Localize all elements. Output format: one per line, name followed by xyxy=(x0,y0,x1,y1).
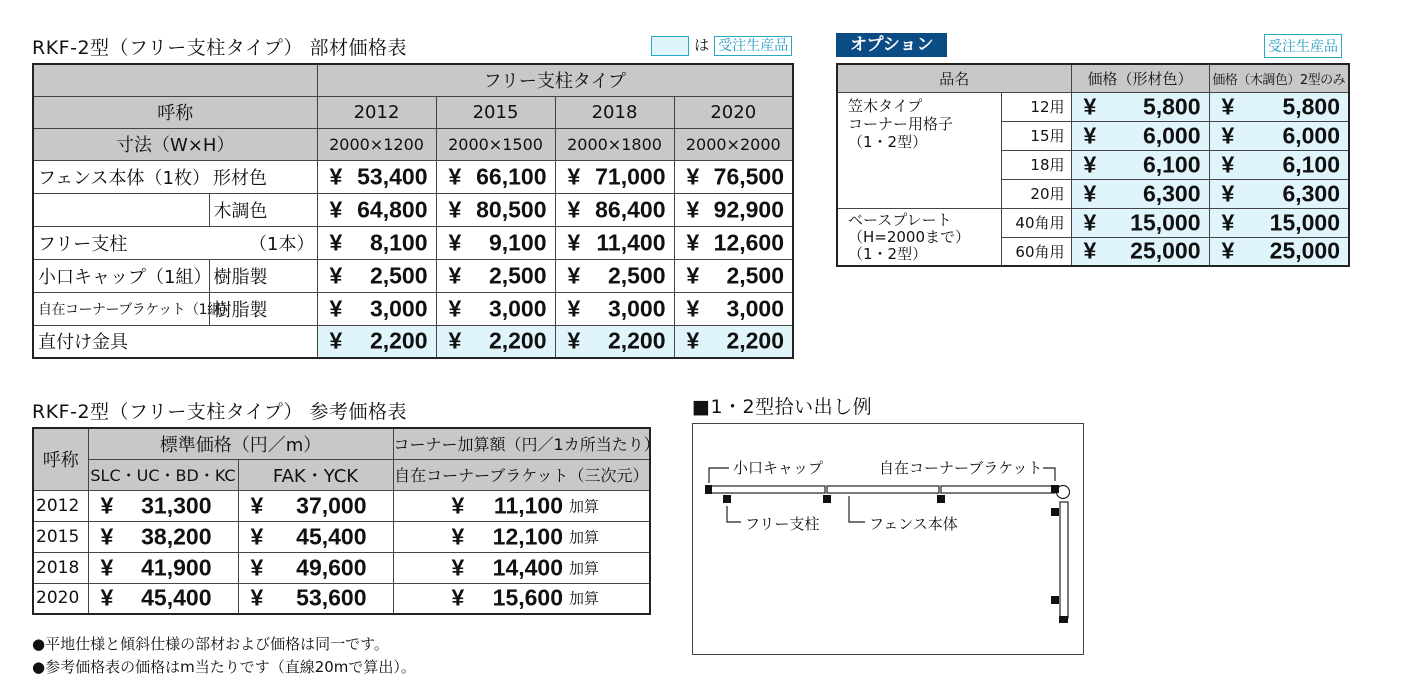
price-cell: ¥ 25,000 xyxy=(1209,237,1349,266)
price-cell: ¥ 37,000 xyxy=(238,490,393,521)
model-header: 2015 xyxy=(436,96,555,128)
juchu-badge: 受注生産品 xyxy=(1264,34,1342,58)
table-row xyxy=(33,521,650,552)
post xyxy=(1051,508,1059,516)
opt-header-price2: 価格（木調色）2型のみ xyxy=(1209,64,1349,92)
price-cell: ¥ 15,000 xyxy=(1209,208,1349,237)
fence-panel xyxy=(827,486,939,493)
size-cell: 2000×1500 xyxy=(436,128,555,160)
model-header: 2020 xyxy=(674,96,793,128)
legend-suffix: は xyxy=(694,36,710,54)
options-title: オプション xyxy=(836,33,947,57)
option-name: ベースプレート （H=2000まで） （1・2型） xyxy=(837,208,1001,266)
price-cell: ¥ 5,800 xyxy=(1209,92,1349,121)
option-size: 12用 xyxy=(1001,92,1071,121)
price-cell: ¥ 64,800 xyxy=(317,193,436,226)
price-cell: ¥ 15,600 加算 xyxy=(393,583,650,614)
row-sub: 形材色 xyxy=(209,160,317,193)
table-row xyxy=(33,226,793,259)
price-cell: ¥ 53,400 xyxy=(317,160,436,193)
price-cell: ¥ 6,300 xyxy=(1071,179,1209,208)
post xyxy=(823,495,831,503)
juchu-legend xyxy=(651,34,792,56)
col-header: SLC・UC・BD・KC xyxy=(88,459,238,490)
table-row xyxy=(33,259,793,292)
note: ●平地仕様と傾斜仕様の部材および価格は同一です。 xyxy=(32,635,389,653)
diagram-title: ■1・2型拾い出し例 xyxy=(692,396,873,418)
row-label: フェンス本体（1枚） xyxy=(33,160,209,193)
row-sub: （1本） xyxy=(209,226,317,259)
options-table xyxy=(836,63,1350,267)
size-cell: 2000×1200 xyxy=(317,128,436,160)
size-cell: 2000×1800 xyxy=(555,128,674,160)
price-cell: ¥ 80,500 xyxy=(436,193,555,226)
price-cell: ¥ 31,300 xyxy=(88,490,238,521)
add-label: 加算 xyxy=(569,497,600,515)
corner-cell xyxy=(33,64,317,96)
table-row xyxy=(33,490,650,521)
price-cell: ¥ 2,200 xyxy=(674,325,793,358)
price-cell: ¥ 6,000 xyxy=(1209,121,1349,150)
price-cell: ¥ 2,500 xyxy=(436,259,555,292)
table-row xyxy=(33,325,793,358)
model-cell: 2012 xyxy=(33,490,88,521)
model-cell: 2018 xyxy=(33,552,88,583)
label-cap: 小口キャップ xyxy=(733,459,824,477)
price-cell: ¥ 6,100 xyxy=(1071,150,1209,179)
price-cell: ¥ 76,500 xyxy=(674,160,793,193)
table-row xyxy=(33,583,650,614)
end-cap xyxy=(1059,616,1068,623)
legend-swatch xyxy=(651,36,689,56)
price-cell: ¥ 2,200 xyxy=(436,325,555,358)
model-header: 2012 xyxy=(317,96,436,128)
table-row xyxy=(33,552,650,583)
price-cell: ¥ 41,900 xyxy=(88,552,238,583)
reference-price-table xyxy=(32,427,660,615)
table-row xyxy=(33,160,793,193)
opt-header-name: 品名 xyxy=(837,64,1071,92)
price-cell: ¥ 45,400 xyxy=(238,521,393,552)
price-cell: ¥ 38,200 xyxy=(88,521,238,552)
row-sub: 樹脂製 xyxy=(209,259,317,292)
price-cell: ¥ 5,800 xyxy=(1071,92,1209,121)
col-header: 自在コーナーブラケット（三次元） xyxy=(393,459,650,490)
price-cell: ¥ 53,600 xyxy=(238,583,393,614)
parts-price-table xyxy=(32,63,794,359)
row-sub: 樹脂製 xyxy=(209,292,317,325)
option-size: 20用 xyxy=(1001,179,1071,208)
price-cell: ¥ 86,400 xyxy=(555,193,674,226)
juchu-badge: 受注生産品 xyxy=(714,36,792,56)
price-cell: ¥ 2,200 xyxy=(555,325,674,358)
opt-header-price1: 価格（形材色） xyxy=(1071,64,1209,92)
row-label: 直付け金具 xyxy=(33,325,317,358)
post xyxy=(1051,485,1059,493)
price-cell: ¥ 2,500 xyxy=(317,259,436,292)
price-cell: ¥ 2,500 xyxy=(674,259,793,292)
price-cell: ¥ 66,100 xyxy=(436,160,555,193)
col-header: FAK・YCK xyxy=(238,459,393,490)
model-cell: 2015 xyxy=(33,521,88,552)
label-post: フリー支柱 xyxy=(745,515,820,533)
row-label xyxy=(33,193,209,226)
add-label: 加算 xyxy=(569,528,600,546)
table1-title: RKF-2型（フリー支柱タイプ） 部材価格表 xyxy=(32,37,408,59)
note: ●参考価格表の価格はm当たりです（直線20mで算出）。 xyxy=(32,658,416,676)
row-label: 小口キャップ（1組） xyxy=(33,259,209,292)
fence-panel xyxy=(941,486,1055,493)
table-row xyxy=(33,193,793,226)
size-header: 寸法（W×H） xyxy=(33,128,317,160)
row-label: フリー支柱 xyxy=(33,226,209,259)
option-size: 15用 xyxy=(1001,121,1071,150)
fence-panel xyxy=(1060,502,1068,618)
price-cell: ¥ 2,500 xyxy=(555,259,674,292)
label-fence: フェンス本体 xyxy=(869,515,958,533)
model-cell: 2020 xyxy=(33,583,88,614)
price-cell: ¥ 45,400 xyxy=(88,583,238,614)
model-header: 2018 xyxy=(555,96,674,128)
table2-title: RKF-2型（フリー支柱タイプ） 参考価格表 xyxy=(32,401,408,423)
price-cell: ¥ 15,000 xyxy=(1071,208,1209,237)
price-cell: ¥ 3,000 xyxy=(317,292,436,325)
post xyxy=(937,495,945,503)
fence-panel xyxy=(709,486,825,493)
price-cell: ¥ 2,200 xyxy=(317,325,436,358)
option-size: 60角用 xyxy=(1001,237,1071,266)
price-cell: ¥ 49,600 xyxy=(238,552,393,583)
group-header: フリー支柱タイプ xyxy=(317,64,793,96)
table-row xyxy=(33,292,793,325)
size-cell: 2000×2000 xyxy=(674,128,793,160)
std-header: 標準価格（円／m） xyxy=(88,428,393,459)
price-cell: ¥ 12,600 xyxy=(674,226,793,259)
option-name: 笠木タイプ コーナー用格子 （1・2型） xyxy=(837,92,1001,208)
price-cell: ¥ 11,400 xyxy=(555,226,674,259)
price-cell: ¥ 3,000 xyxy=(674,292,793,325)
price-cell: ¥ 6,100 xyxy=(1209,150,1349,179)
row-label: 自在コーナーブラケット（1組） xyxy=(33,292,209,325)
price-cell: ¥ 6,300 xyxy=(1209,179,1349,208)
layout-diagram xyxy=(692,423,1084,655)
option-size: 40角用 xyxy=(1001,208,1071,237)
end-cap xyxy=(705,485,712,494)
add-label: 加算 xyxy=(569,559,600,577)
price-cell: ¥ 92,900 xyxy=(674,193,793,226)
name-header: 呼称 xyxy=(33,96,317,128)
row-sub: 木調色 xyxy=(209,193,317,226)
option-size: 18用 xyxy=(1001,150,1071,179)
corner-header: コーナー加算額（円／1カ所当たり） xyxy=(393,428,650,459)
price-cell: ¥ 3,000 xyxy=(436,292,555,325)
add-label: 加算 xyxy=(569,589,600,608)
price-cell: ¥ 25,000 xyxy=(1071,237,1209,266)
price-cell: ¥ 12,100 加算 xyxy=(393,521,650,552)
post xyxy=(1051,596,1059,604)
price-cell: ¥ 9,100 xyxy=(436,226,555,259)
price-cell: ¥ 3,000 xyxy=(555,292,674,325)
name-header: 呼称 xyxy=(33,428,88,490)
price-cell: ¥ 8,100 xyxy=(317,226,436,259)
price-cell: ¥ 11,100 加算 xyxy=(393,490,650,521)
label-bracket: 自在コーナーブラケット xyxy=(879,459,1043,477)
post xyxy=(723,495,731,503)
price-cell: ¥ 14,400 加算 xyxy=(393,552,650,583)
price-cell: ¥ 6,000 xyxy=(1071,121,1209,150)
price-cell: ¥ 71,000 xyxy=(555,160,674,193)
